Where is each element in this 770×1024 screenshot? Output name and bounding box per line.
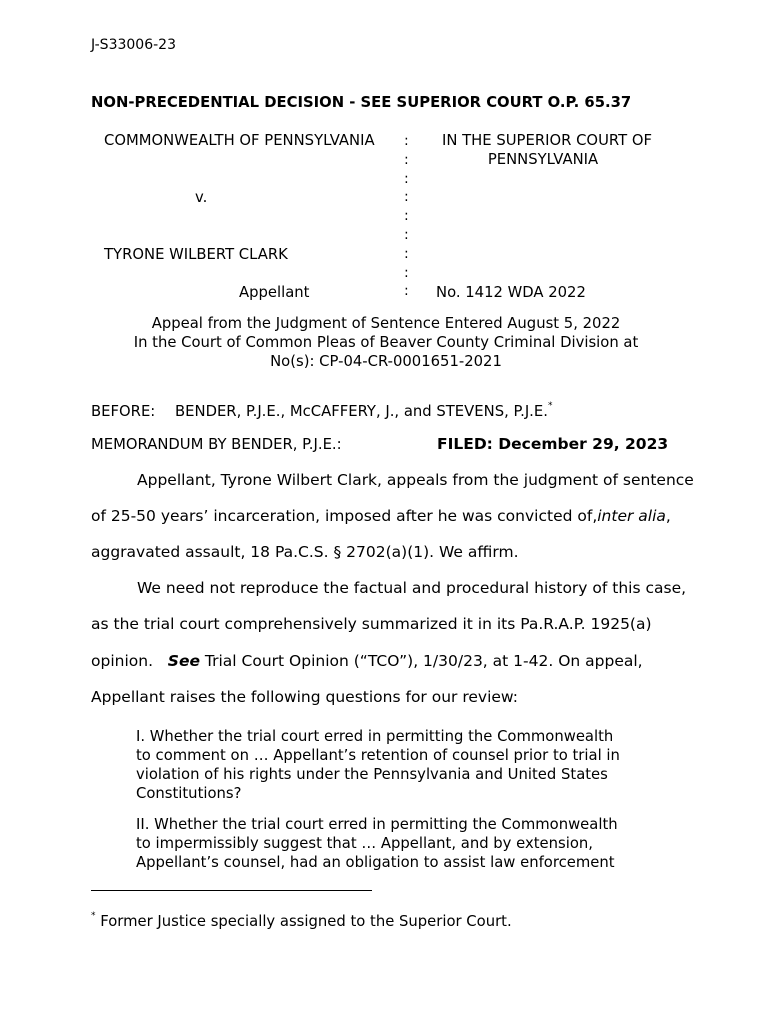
docket-number: No. 1412 WDA 2022 (436, 284, 586, 301)
appeal-line-1: Appeal from the Judgment of Sentence Entered August 5, 2022 (151, 315, 621, 332)
plaintiff-name: COMMONWEALTH OF PENNSYLVANIA (104, 132, 375, 149)
before-label: BEFORE: (91, 403, 156, 420)
body-line: We need not reproduce the factual and procedural history of this case, (137, 579, 687, 597)
court-name-line1: IN THE SUPERIOR COURT OF (441, 132, 653, 149)
citation-signal: See (167, 652, 200, 670)
footnote-mark: * (91, 911, 96, 921)
court-name-line2: PENNSYLVANIA (487, 151, 599, 168)
body-line: Appellant raises the following questions for our review: (91, 688, 518, 706)
defendant-name: TYRONE WILBERT CLARK (104, 246, 288, 263)
panel-judges: BENDER, P.J.E., McCAFFERY, J., and STEVENS, P.J.E.* (175, 401, 553, 420)
party-role: Appellant (239, 284, 310, 301)
body-line: opinion. See Trial Court Opinion (“TCO”), 1/30/23, at 1-42. On appeal, (91, 652, 643, 670)
footnote: * Former Justice specially assigned to the Superior Court. (91, 911, 512, 930)
caption-divider: : : : : : : : : : (404, 133, 409, 300)
footnote-reference: * (547, 401, 553, 411)
appeal-line-2: In the Court of Common Pleas of Beaver County Criminal Division at (133, 334, 639, 351)
appeal-line-3: No(s): CP-04-CR-0001651-2021 (270, 353, 502, 370)
filed-date: FILED: December 29, 2023 (437, 435, 669, 453)
memorandum-author: MEMORANDUM BY BENDER, P.J.E.: (91, 436, 342, 453)
body-line: aggravated assault, 18 Pa.C.S. § 2702(a)(1). We affirm. (91, 543, 519, 561)
document-id: J-S33006-23 (91, 37, 176, 53)
versus: v. (195, 189, 208, 206)
decision-heading: NON-PRECEDENTIAL DECISION - SEE SUPERIOR COURT O.P. 65.37 (91, 94, 632, 111)
body-line: of 25-50 years’ incarceration, imposed after he was convicted of, inter alia, (91, 507, 671, 525)
footnote-separator (91, 890, 372, 891)
body-line: as the trial court comprehensively summarized it in its Pa.R.A.P. 1925(a) (91, 615, 652, 633)
body-line: Appellant, Tyrone Wilbert Clark, appeals from the judgment of sentence (137, 471, 694, 489)
